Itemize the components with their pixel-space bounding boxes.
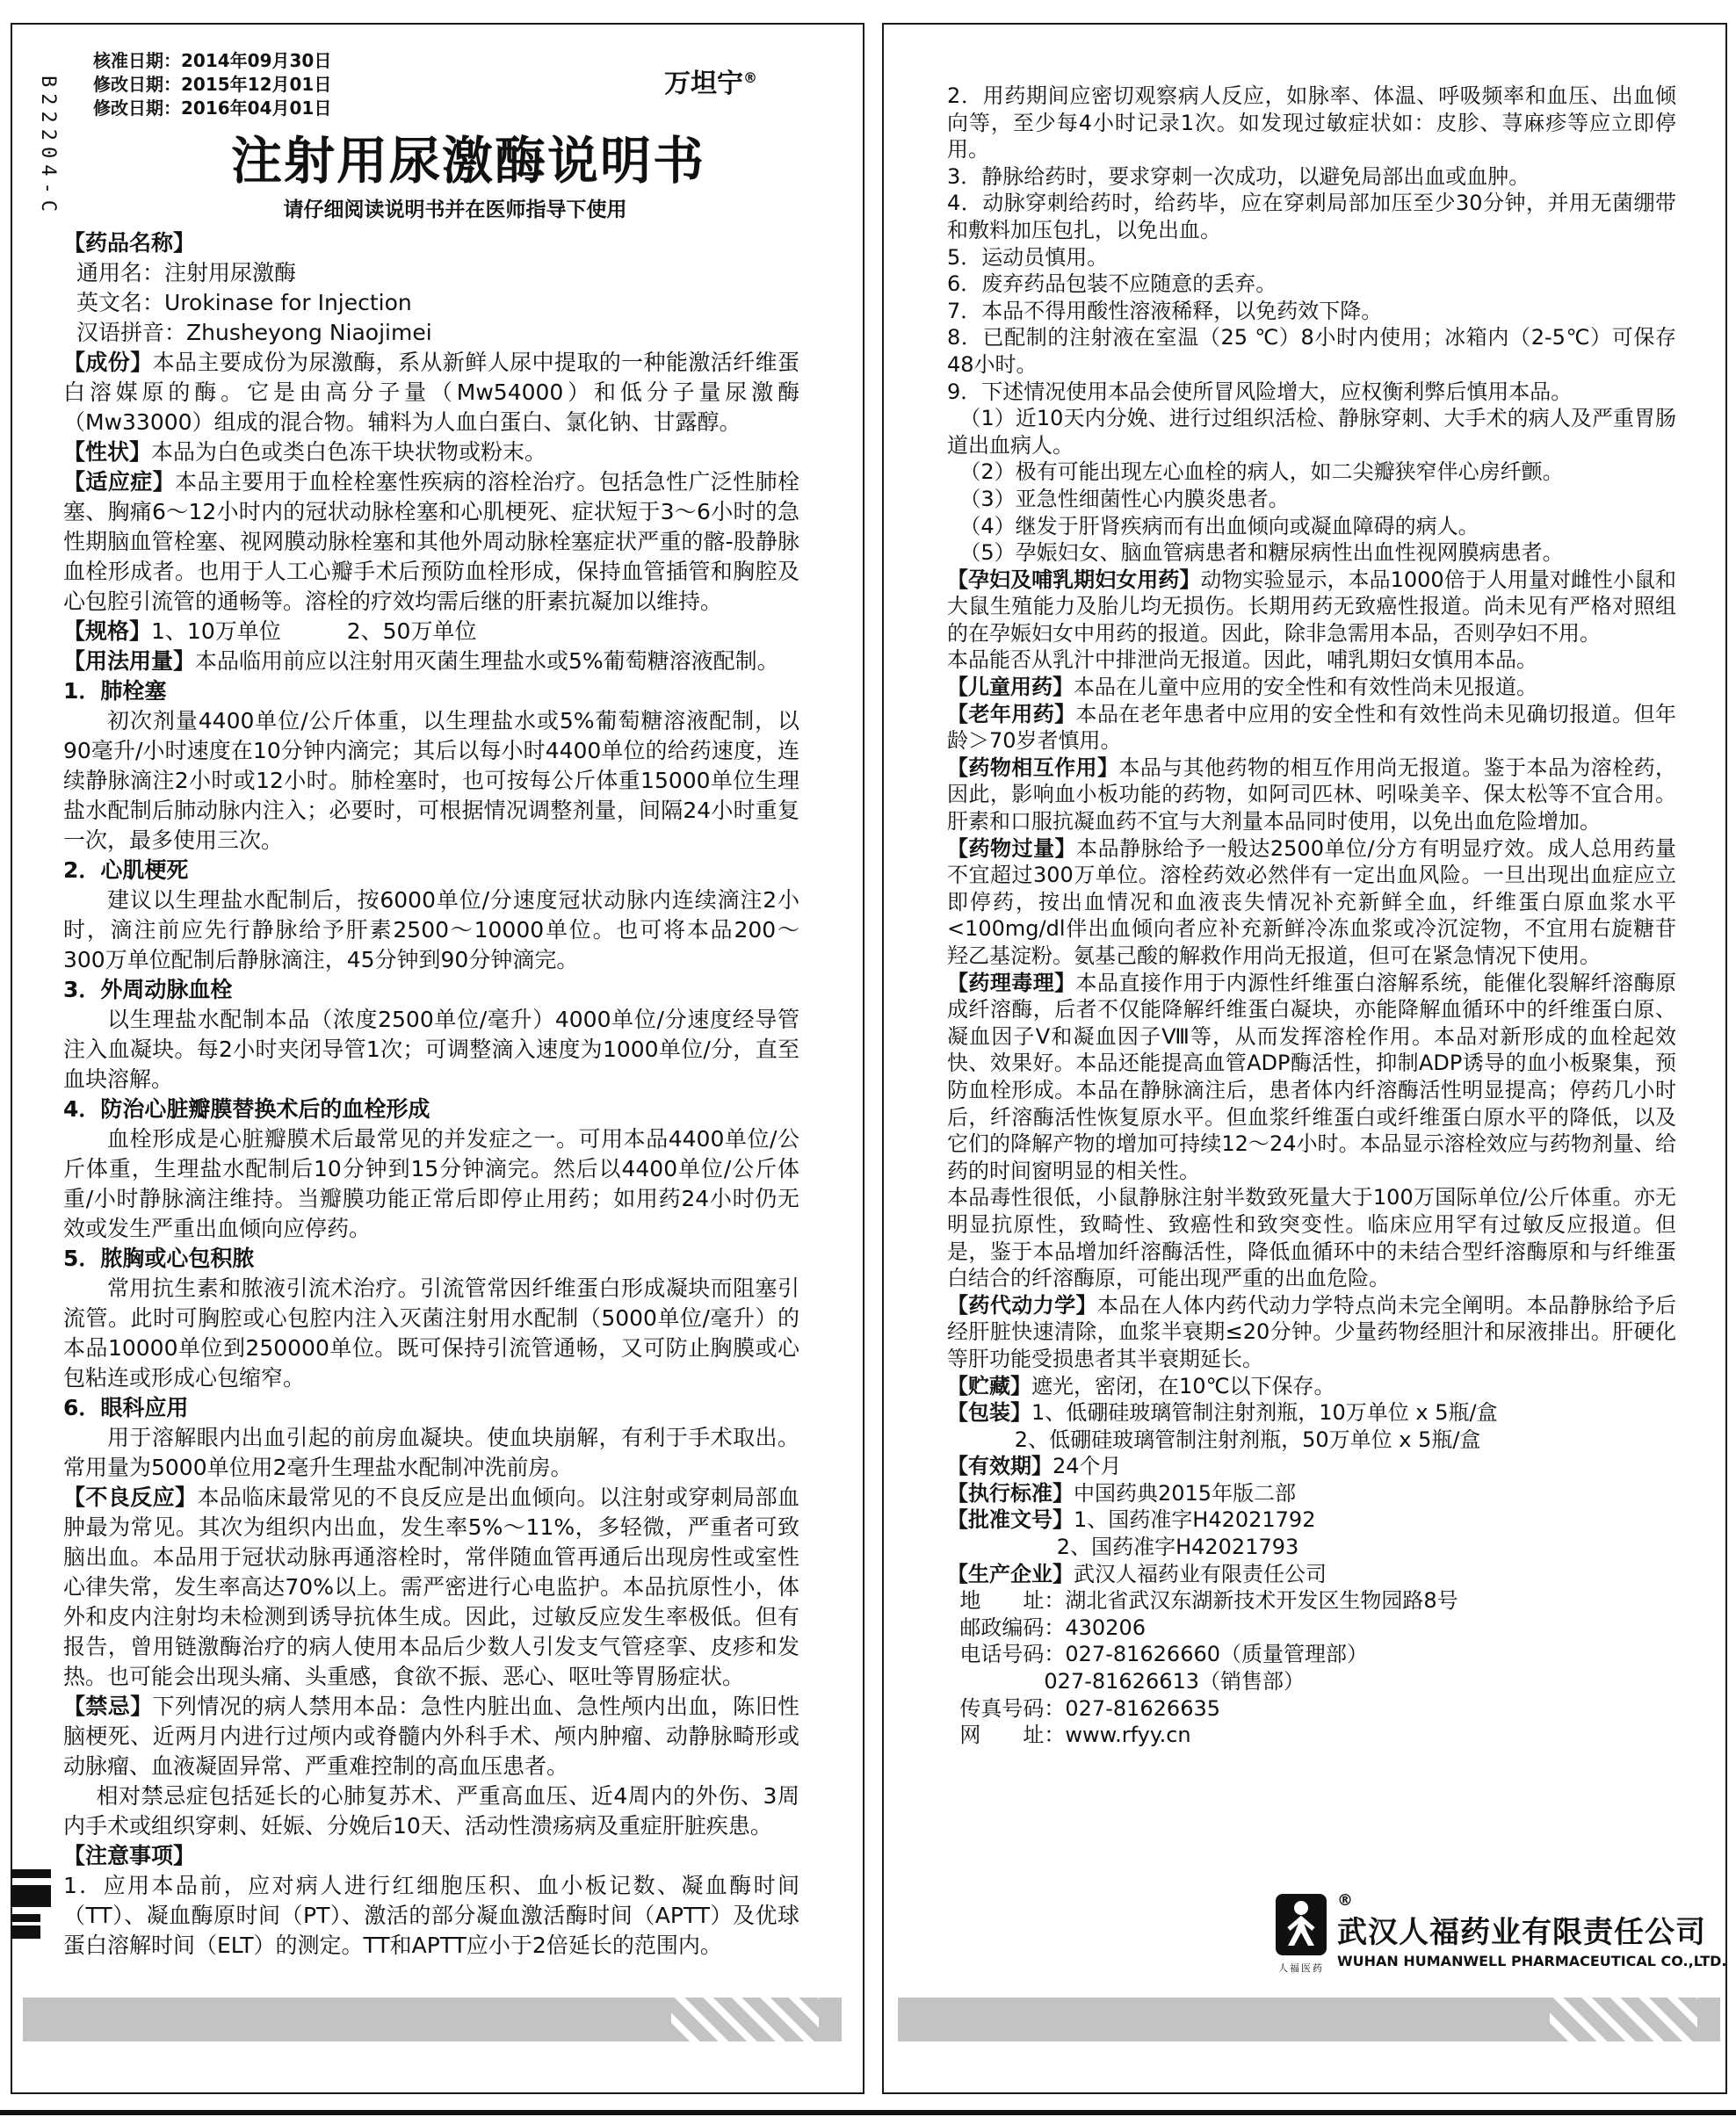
print-registration-mark	[11, 1926, 40, 1939]
paragraph	[63, 975, 799, 1005]
paragraph	[947, 1427, 1676, 1454]
paragraph	[63, 258, 799, 288]
paragraph-text: （2）极有可能出现左心血栓的病人，如二尖瓣狭窄伴心房纤颤。	[959, 459, 1564, 485]
paragraph	[63, 1274, 799, 1393]
paragraph-text: 4．动脉穿刺给药时，给药毕，应在穿刺局部加压至少30分钟，并用无菌绷带和敷料加压包扎，以免出血。	[947, 191, 1676, 242]
paragraph	[947, 1695, 1676, 1723]
diagonal-stripes-decoration	[1550, 1998, 1697, 2041]
paragraph	[947, 486, 1676, 513]
section-paragraph	[947, 835, 1676, 970]
manufacturer-logo	[1274, 1891, 1727, 1975]
approval-dates	[93, 49, 331, 120]
paragraph-text: 1、低硼硅玻璃管制注射剂瓶，10万单位 x 5瓶/盒	[1031, 1400, 1498, 1426]
paragraph	[63, 1244, 799, 1274]
paragraph	[947, 1615, 1676, 1642]
section-label: 【成份】	[63, 350, 153, 375]
paragraph-text: 本品在老年患者中应用的安全性和有效性尚未见确切报道。但年龄＞70岁者慎用。	[947, 701, 1676, 754]
paragraph-text: 本品与其他药物的相互作用尚无报道。鉴于本品为溶栓药，因此，影响血小板功能的药物，如阿司匹林、吲哚美辛、保太松等不宜合用。肝素和口服抗凝血药不宜与大剂量本品同时使用，以免出血危险增加。	[947, 755, 1677, 835]
paragraph-text: 以生理盐水配制本品（浓度2500单位/毫升）4000单位/分速度经导管注入血凝块。每2小时夹闭导管1次；可调整滴入速度为1000单位/分，直至血块溶解。	[63, 1007, 799, 1092]
insert-page-left	[11, 23, 864, 2094]
logo-tagline: 人福医药	[1278, 1962, 1324, 1974]
brand-name: 万坦宁®	[664, 69, 757, 99]
section-paragraph	[947, 1373, 1676, 1400]
print-registration-mark	[11, 1869, 51, 1878]
paragraph-text: 本品临床最常见的不良反应是出血倾向。以注射或穿刺局部血肿最为常见。其次为组织内出血，发生率5%～11%，多轻微，严重者可致脑出血。本品用于冠状动脉再通溶栓时，常伴随血管再通后出现房性或室性心律失常，发生率高达70%以上。需严密进行心电监护。本品抗原性小，体外和皮内注射均未检测到诱导抗体生成。因此，过敏反应发生率极低。但有报告，曾用链激酶治疗的病人使用本品后少数人引发支气管痉挛、皮疹和发热。也可能会出现头痛、头重感，食欲不振、恶心、呕吐等胃肠症状。	[63, 1485, 799, 1689]
section-label: 【孕妇及哺乳期妇女用药】	[947, 567, 1201, 592]
section-label: 【儿童用药】	[947, 675, 1074, 700]
sheet-bottom-edge	[0, 2110, 1736, 2115]
paragraph	[63, 1005, 799, 1095]
paragraph-text: 2．用药期间应密切观察病人反应，如脉率、体温、呼吸频率和血压、出血倾向等，至少每4小时记录1次。如发现过敏症状如：皮胗、荨麻疹等应立即停用。	[947, 83, 1676, 163]
section-label: 【批准文号】	[947, 1507, 1074, 1533]
section-paragraph	[63, 467, 799, 617]
paragraph-text: 4．防治心脏瓣膜替换术后的血栓形成	[63, 1096, 430, 1122]
section-label: 【生产企业】	[947, 1561, 1074, 1586]
paragraph	[947, 513, 1676, 540]
approval-date-line: 核准日期：2014年09月30日	[93, 50, 332, 71]
paragraph	[947, 1184, 1676, 1291]
paragraph	[947, 244, 1676, 271]
paragraph-text: （3）亚急性细菌性心内膜炎患者。	[959, 486, 1290, 511]
paragraph-text: 9．下述情况使用本品会使所冒风险增大，应权衡利弊后慎用本品。	[947, 379, 1573, 404]
paragraph	[947, 1534, 1676, 1561]
paragraph	[63, 706, 799, 856]
section-label: 【执行标准】	[947, 1480, 1074, 1506]
paragraph-text: 汉语拼音：Zhusheyong Niaojimei	[76, 320, 432, 345]
paragraph-text: 本品毒性很低，小鼠静脉注射半数致死量大于100万国际单位/公斤体重。亦无明显抗原性，致畸性、致癌性和致突变性。临床应用罕有过敏反应报道。但是，鉴于本品增加纤溶酶活性，降低血循环中的未结合型纤溶酶原和与纤维蛋白结合的纤溶酶原，可能出现严重的出血危险。	[947, 1185, 1676, 1291]
paragraph	[63, 1393, 799, 1423]
section-paragraph	[63, 647, 799, 676]
section-paragraph	[63, 617, 799, 647]
paragraph	[947, 1668, 1676, 1695]
paragraph	[947, 1722, 1676, 1749]
document-title: 注射用尿激酶说明书	[230, 131, 705, 191]
manufacturer-name-block	[1337, 1891, 1727, 1969]
paragraph-text: 1、10万单位 2、50万单位	[151, 618, 477, 644]
section-label: 【包装】	[947, 1400, 1031, 1426]
section-paragraph	[947, 701, 1676, 755]
paragraph	[947, 1641, 1676, 1668]
paragraph	[947, 83, 1676, 163]
section-label: 【性状】	[63, 439, 152, 465]
section-paragraph	[947, 755, 1676, 835]
section-label: 【贮藏】	[947, 1373, 1031, 1398]
paragraph-text: 1、国药准字H42021792	[1074, 1507, 1316, 1533]
paragraph	[63, 1095, 799, 1124]
paragraph-text: 本品临用前应以注射用灭菌生理盐水或5%葡萄糖溶液配制。	[195, 648, 779, 674]
paragraph	[63, 1124, 799, 1244]
document-subtitle: 请仔细阅读说明书并在医师指导下使用	[283, 199, 627, 221]
revision-date-line: 修改日期：2016年04月01日	[93, 98, 332, 119]
section-paragraph	[947, 1399, 1676, 1427]
section-label: 【适应症】	[63, 469, 176, 495]
section-paragraph	[63, 1692, 799, 1781]
section-label: 【不良反应】	[63, 1485, 198, 1510]
paragraph-text: 6．废弃药品包装不应随意的丢弃。	[947, 271, 1277, 297]
section-paragraph	[947, 1453, 1676, 1480]
paragraph-text: 6．眼科应用	[63, 1395, 189, 1420]
paragraph-text: 建议以生理盐水配制后，按6000单位/分速度冠状动脉内连续滴注2小时，滴注前应先行静脉给予肝素2500～10000单位。也可将本品200～300万单位配制后静脉滴注，45分钟到90分钟滴完。	[63, 887, 799, 972]
footer-gray-band	[23, 1998, 842, 2041]
paragraph	[947, 324, 1676, 378]
paragraph-text: 网 址：www.rfyy.cn	[959, 1723, 1191, 1748]
section-label: 【有效期】	[947, 1454, 1052, 1479]
paragraph	[947, 271, 1676, 298]
paragraph-text: 2、低硼硅玻璃管制注射剂瓶，50万单位 x 5瓶/盒	[1014, 1427, 1481, 1452]
paragraph-text: 1．应用本品前，应对病人进行红细胞压积、血小板记数、凝血酶时间（TT）、凝血酶原时间（PT）、激活的部分凝血激活酶时间（APTT）及优球蛋白溶解时间（ELT）的测定。TT和APTT应小于2倍延长的范围内。	[63, 1873, 799, 1958]
footer-gray-band	[898, 1998, 1720, 2041]
paragraph	[63, 856, 799, 885]
section-label: 【老年用药】	[947, 701, 1076, 726]
manufacturer-name-en: WUHAN HUMANWELL PHARMACEUTICAL CO.,LTD.	[1337, 1953, 1727, 1969]
paragraph	[63, 288, 799, 318]
paragraph-text: 24个月	[1052, 1454, 1122, 1479]
paragraph-text: 下列情况的病人禁用本品：急性内脏出血、急性颅内出血，陈旧性脑梗死、近两月内进行过颅内或脊髓内外科手术、颅内肿瘤、动静脉畸形或动脉瘤、血液凝固异常、严重难控制的高血压患者。	[63, 1694, 799, 1779]
section-label: 【药品名称】	[63, 230, 196, 256]
paragraph	[63, 1423, 799, 1483]
paragraph-text: 7．本品不得用酸性溶液稀释，以免药效下降。	[947, 298, 1383, 323]
paragraph-text: （1）近10天内分娩、进行过组织活检、静脉穿刺、大手术的病人及严重胃肠道出血病人。	[947, 406, 1676, 458]
paragraph-text: 电话号码：027-81626660（质量管理部）	[959, 1642, 1369, 1667]
humanwell-person-icon	[1274, 1894, 1328, 1975]
paragraph-text: 2．心肌梗死	[63, 857, 189, 883]
section-label: 【药物相互作用】	[947, 755, 1119, 780]
paragraph-text: 传真号码：027-81626635	[959, 1695, 1221, 1721]
manufacturer-name-cn: 武汉人福药业有限责任公司	[1337, 1915, 1706, 1950]
section-paragraph	[947, 1506, 1676, 1534]
section-paragraph	[63, 348, 799, 437]
section-paragraph	[63, 1841, 799, 1871]
paragraph-text: 本品在儿童中应用的安全性和有效性尚未见报道。	[1074, 675, 1537, 700]
diagonal-stripes-decoration	[671, 1998, 819, 2041]
registered-trademark-icon: ®	[743, 69, 757, 86]
section-paragraph	[947, 1480, 1676, 1507]
print-registration-mark	[11, 1914, 40, 1922]
paragraph-text: 本品为白色或类白色冻干块状物或粉末。	[151, 439, 547, 465]
paragraph	[947, 459, 1676, 486]
print-batch-code: B22204-C	[37, 76, 59, 218]
paragraph-text: 通用名：注射用尿激酶	[76, 260, 297, 285]
section-paragraph	[947, 1561, 1676, 1588]
section-label: 【注意事项】	[63, 1843, 196, 1868]
left-text-column	[63, 228, 799, 1961]
paragraph-text: 本品静脉给予一般达2500单位/分方有明显疗效。成人总用药量不宜超过300万单位。溶栓药效必然伴有一定出血风险。一旦出现出血症应立即停药，按出血情况和血液丧失情况补充新鲜全血，纤维蛋白原血浆水平<100mg/dl伴出血倾向者应补充新鲜冷冻血浆或冷沉淀物，不宜用右旋糖苷羟乙基淀粉。氨基己酸的解救作用尚无报道，但可在紧急情况下使用。	[947, 835, 1676, 968]
paragraph-text: 英文名：Urokinase for Injection	[76, 290, 412, 315]
paragraph	[947, 190, 1676, 243]
paragraph-text: 血栓形成是心脏瓣膜术后最常见的并发症之一。可用本品4400单位/公斤体重，生理盐水配制后10分钟到15分钟滴完。然后以4400单位/公斤体重/小时静脉滴注维持。当瓣膜功能正常后即停止用药；如用药24小时仍无效或发生严重出血倾向应停药。	[63, 1126, 799, 1241]
section-label: 【规格】	[63, 618, 152, 644]
section-paragraph	[947, 674, 1676, 701]
section-label: 【禁忌】	[63, 1694, 153, 1719]
paragraph	[947, 647, 1676, 674]
paragraph-text: 地 址：湖北省武汉东湖新技术开发区生物园路8号	[959, 1588, 1458, 1614]
paragraph	[947, 379, 1676, 406]
paragraph-text: 用于溶解眼内出血引起的前房血凝块。使血块崩解，有利于手术取出。常用量为5000单位用2毫升生理盐水配制冲洗前房。	[63, 1425, 799, 1480]
paragraph-text: 5．运动员慎用。	[947, 244, 1109, 270]
paragraph	[947, 163, 1676, 191]
section-paragraph	[947, 970, 1676, 1185]
paragraph-text: 本品主要成份为尿激酶，系从新鲜人尿中提取的一种能激活纤维蛋白溶媒原的酶。它是由高分子量（Mw54000）和低分子量尿激酶（Mw33000）组成的混合物。辅料为人血白蛋白、氯化钠、甘露醇。	[63, 350, 799, 435]
paragraph-text: 3．静脉给药时，要求穿刺一次成功，以避免局部出血或血肿。	[947, 163, 1530, 189]
right-text-column	[947, 83, 1676, 1749]
paragraph-text: 武汉人福药业有限责任公司	[1074, 1561, 1327, 1586]
paragraph	[63, 676, 799, 706]
paragraph-text: 相对禁忌症包括延长的心肺复苏术、严重高血压、近4周内的外伤、3周内手术或组织穿刺、妊娠、分娩后10天、活动性溃疡病及重症肝脏疾患。	[63, 1783, 799, 1839]
paragraph-text: 初次剂量4400单位/公斤体重，以生理盐水或5%葡萄糖溶液配制，以90毫升/小时速度在10分钟内滴完；其后以每小时4400单位的给药速度，连续静脉滴注2小时或12小时。肺栓塞时，也可按每公斤体重15000单位生理盐水配制后肺动脉内注入；必要时，可根据情况调整剂量，间隔24小时重复一次，最多使用三次。	[63, 708, 799, 853]
paragraph-text: 本品在人体内药代动力学特点尚未完全阐明。本品静脉给予后经肝脏快速清除，血浆半衰期≤20分钟。少量药物经胆汁和尿液排出。肝硬化等肝功能受损患者其半衰期延长。	[947, 1292, 1677, 1371]
paragraph-text: （4）继发于肝肾疾病而有出血倾向或凝血障碍的病人。	[959, 513, 1479, 538]
print-registration-mark	[11, 1885, 51, 1907]
paragraph-text: 3．外周动脉血栓	[63, 977, 233, 1002]
paragraph-text: 常用抗生素和脓液引流术治疗。引流管常因纤维蛋白形成凝块而阻塞引流管。此时可胸腔或心包腔内注入灭菌注射用水配制（5000单位/毫升）的本品10000单位到250000单位。既可保持引流管通畅，又可防止胸膜或心包粘连或形成心包缩窄。	[63, 1275, 799, 1391]
section-paragraph	[63, 1483, 799, 1692]
paragraph-text: 1．肺栓塞	[63, 678, 167, 704]
section-label: 【用法用量】	[63, 648, 196, 674]
paragraph	[947, 298, 1676, 325]
paragraph	[63, 885, 799, 975]
insert-page-right	[882, 23, 1727, 2094]
paragraph	[63, 1871, 799, 1961]
paragraph	[947, 539, 1676, 567]
paragraph-text: 动物实验显示，本品1000倍于人用量对雌性小鼠和大鼠生殖能力及胎儿均无损伤。长期用药无致癌性报道。尚未见有严格对照组的在孕娠妇女中用药的报道。因此，除非急需用本品，否则孕妇不用。	[947, 567, 1677, 646]
paragraph-text: （5）孕娠妇女、脑血管病患者和糖尿病性出血性视网膜病患者。	[959, 540, 1564, 566]
paragraph-text: 8．已配制的注射液在室温（25 ℃）8小时内使用；冰箱内（2-5℃）可保存48小时。	[947, 325, 1676, 377]
paragraph	[947, 1587, 1676, 1615]
paragraph	[63, 318, 799, 348]
paragraph-text: 5．脓胸或心包积脓	[63, 1246, 255, 1271]
paragraph-text: 遮光，密闭，在10℃以下保存。	[1031, 1373, 1335, 1398]
paragraph-text: 中国药典2015年版二部	[1074, 1480, 1297, 1506]
section-paragraph	[63, 437, 799, 467]
section-label: 【药代动力学】	[947, 1292, 1097, 1318]
registered-trademark-icon: ®	[1337, 1891, 1353, 1910]
paragraph	[947, 405, 1676, 459]
paragraph-text: 邮政编码：430206	[959, 1615, 1146, 1640]
paragraph-text: 本品能否从乳汁中排泄尚无报道。因此，哺乳期妇女慎用本品。	[947, 647, 1537, 673]
paragraph	[63, 1781, 799, 1841]
section-paragraph	[947, 1292, 1676, 1373]
paragraph-text: 本品直接作用于内源性纤维蛋白溶解系统，能催化裂解纤溶酶原成纤溶酶，后者不仅能降解纤维蛋白凝块，亦能降解血循环中的纤维蛋白原、凝血因子Ⅴ和凝血因子Ⅷ等，从而发挥溶栓作用。本品对新形成的血栓起效快、效果好。本品还能提高血管ADP酶活性，抑制ADP诱导的血小板聚集，预防血栓形成。本品在静脉滴注后，患者体内纤溶酶活性明显提高；停药几小时后，纤溶酶活性恢复原水平。但血浆纤维蛋白或纤维蛋白原水平的降低，以及它们的降解产物的增加可持续12～24小时。本品显示溶栓效应与药物剂量、给药的时间窗明显的相关性。	[947, 970, 1676, 1183]
section-paragraph	[947, 567, 1676, 647]
paragraph-text: 027-81626613（销售部）	[1044, 1669, 1306, 1694]
section-label: 【药理毒理】	[947, 970, 1076, 995]
paragraph-text: 2、国药准字H42021793	[1056, 1535, 1299, 1560]
section-label: 【药物过量】	[947, 835, 1077, 861]
revision-date-line: 修改日期：2015年12月01日	[93, 74, 332, 95]
section-paragraph	[63, 228, 799, 258]
paragraph-text: 本品主要用于血栓栓塞性疾病的溶栓治疗。包括急性广泛性肺栓塞、胸痛6～12小时内的冠状动脉栓塞和心肌梗死、症状短于3～6小时的急性期脑血管栓塞、视网膜动脉栓塞和其他外周动脉栓塞症状严重的髂-股静脉血栓形成者。也用于人工心瓣手术后预防血栓形成，保持血管插管和胸腔及心包腔引流管的通畅等。溶栓的疗效均需后继的肝素抗凝加以维持。	[63, 469, 799, 614]
